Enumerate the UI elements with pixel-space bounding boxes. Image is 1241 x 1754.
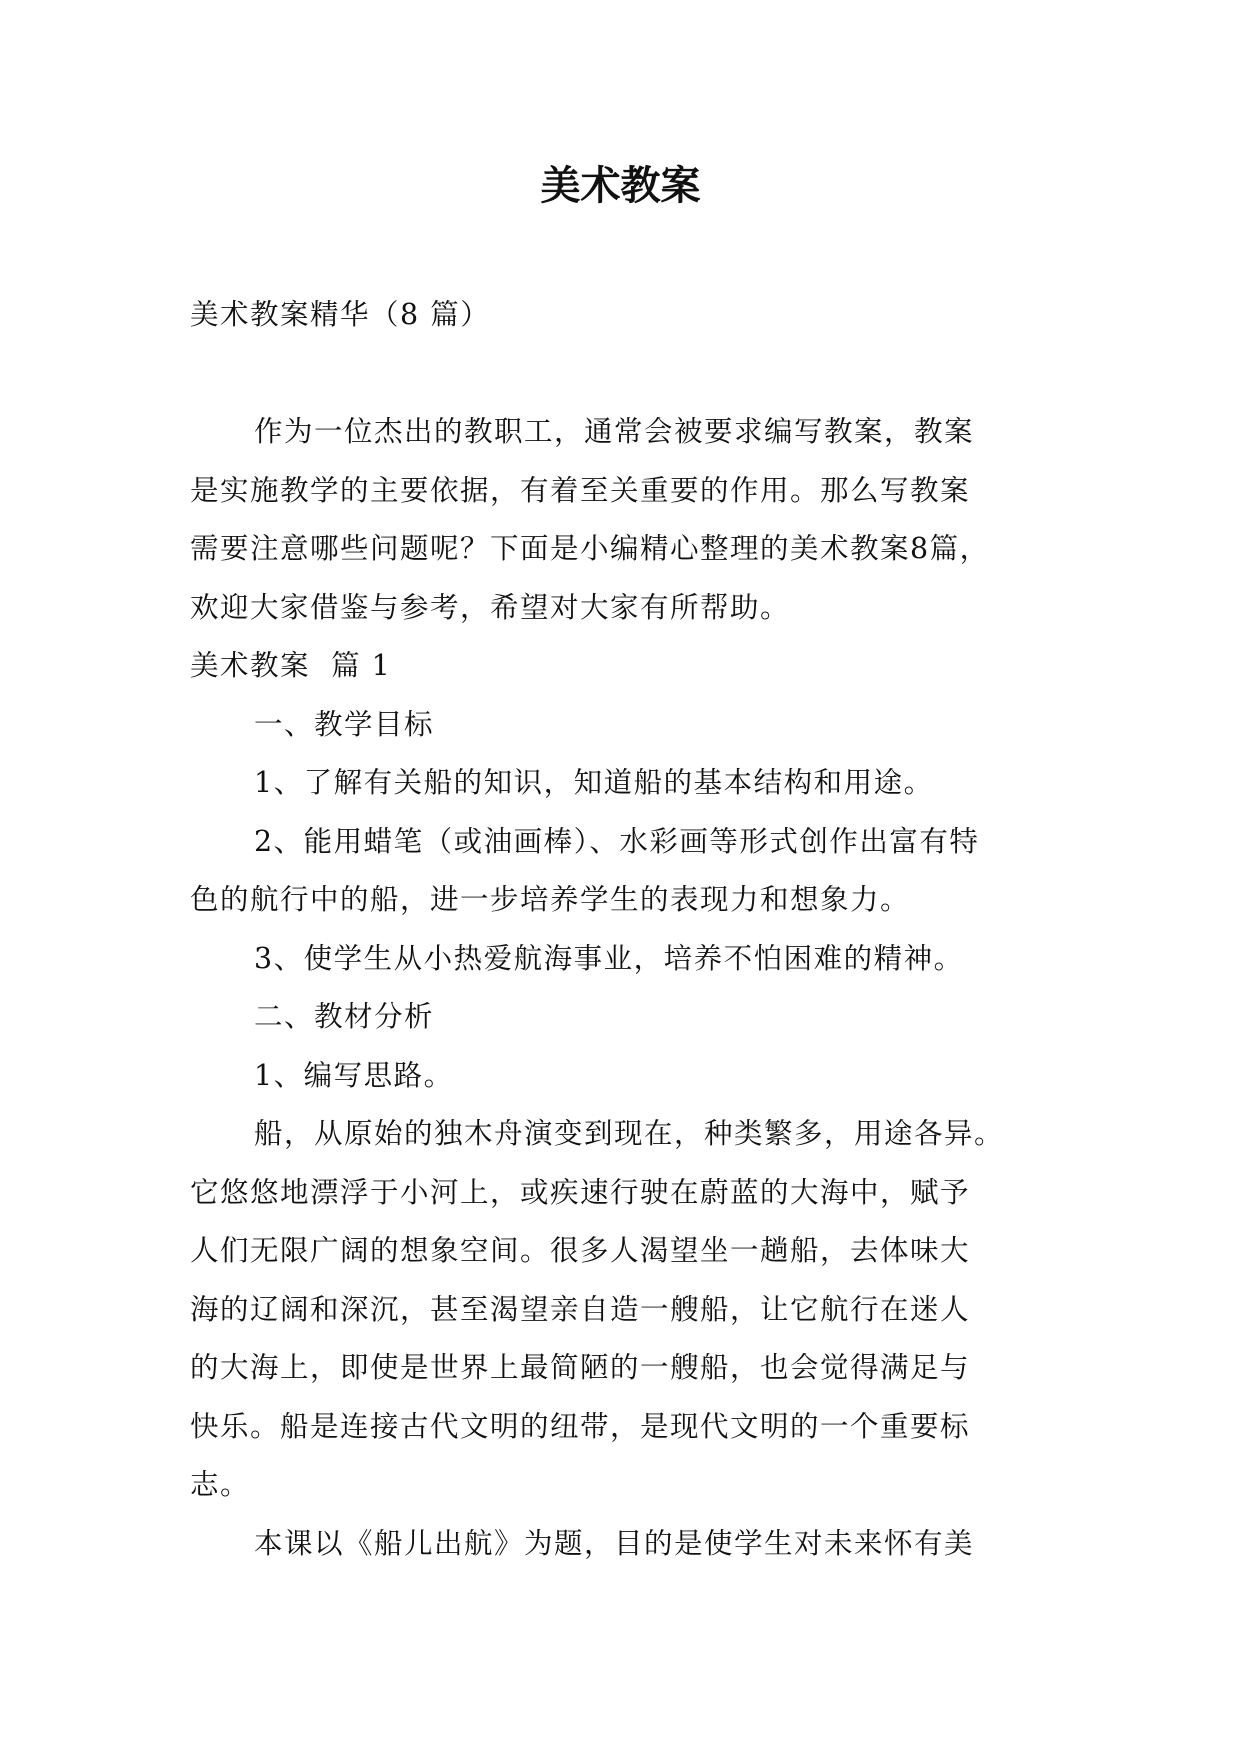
analysis-para-line-4: 海的辽阔和深沉，甚至渴望亲自造一艘船，让它航行在迷人: [190, 1292, 971, 1326]
intro-line-3: 需要注意哪些问题呢？下面是小编精心整理的美术教案8篇，: [190, 532, 990, 565]
intro-line-4: 欢迎大家借鉴与参考，希望对大家有所帮助。: [190, 590, 791, 624]
goal-item-2-line-1: 2、能用蜡笔（或油画棒）、水彩画等形式创作出富有特: [254, 824, 980, 858]
analysis-para-line-5: 的大海上，即使是世界上最简陋的一艘船，也会觉得满足与: [190, 1351, 971, 1384]
goal-item-3: 3、使学生从小热爱航海事业，培养不怕困难的精神。: [254, 941, 964, 975]
chapter-heading: 美术教案 篇 1: [190, 649, 392, 682]
goal-item-1: 1、了解有关船的知识，知道船的基本结构和用途。: [254, 766, 934, 799]
lesson-para-line-1: 本课以《船儿出航》为题，目的是使学生对未来怀有美: [254, 1526, 975, 1560]
intro-line-1: 作为一位杰出的教职工，通常会被要求编写教案，教案: [254, 415, 975, 448]
page-title: 美术教案: [540, 163, 701, 209]
document-body: [190, 286, 1050, 1573]
subtitle: 美术教案精华（8 篇）: [190, 298, 491, 331]
analysis-item-1: 1、编写思路。: [254, 1058, 454, 1092]
analysis-para-line-7: 志。: [190, 1468, 251, 1501]
analysis-para-line-2: 它悠悠地漂浮于小河上，或疾速行驶在蔚蓝的大海中，赋予: [190, 1175, 971, 1209]
analysis-para-line-3: 人们无限广阔的想象空间。很多人渴望坐一趟船，去体味大: [190, 1234, 971, 1267]
goal-item-2-line-2: 色的航行中的船，进一步培养学生的表现力和想象力。: [190, 883, 911, 916]
section-heading-goals: 一、教学目标: [254, 707, 435, 741]
section-heading-analysis: 二、教材分析: [254, 1000, 435, 1033]
analysis-para-line-1: 船，从原始的独木舟演变到现在，种类繁多，用途各异。: [254, 1117, 1005, 1150]
intro-line-2: 是实施教学的主要依据，有着至关重要的作用。那么写教案: [190, 473, 971, 507]
spacer: [190, 345, 1050, 404]
analysis-para-line-6: 快乐。船是连接古代文明的纽带，是现代文明的一个重要标: [190, 1409, 971, 1443]
